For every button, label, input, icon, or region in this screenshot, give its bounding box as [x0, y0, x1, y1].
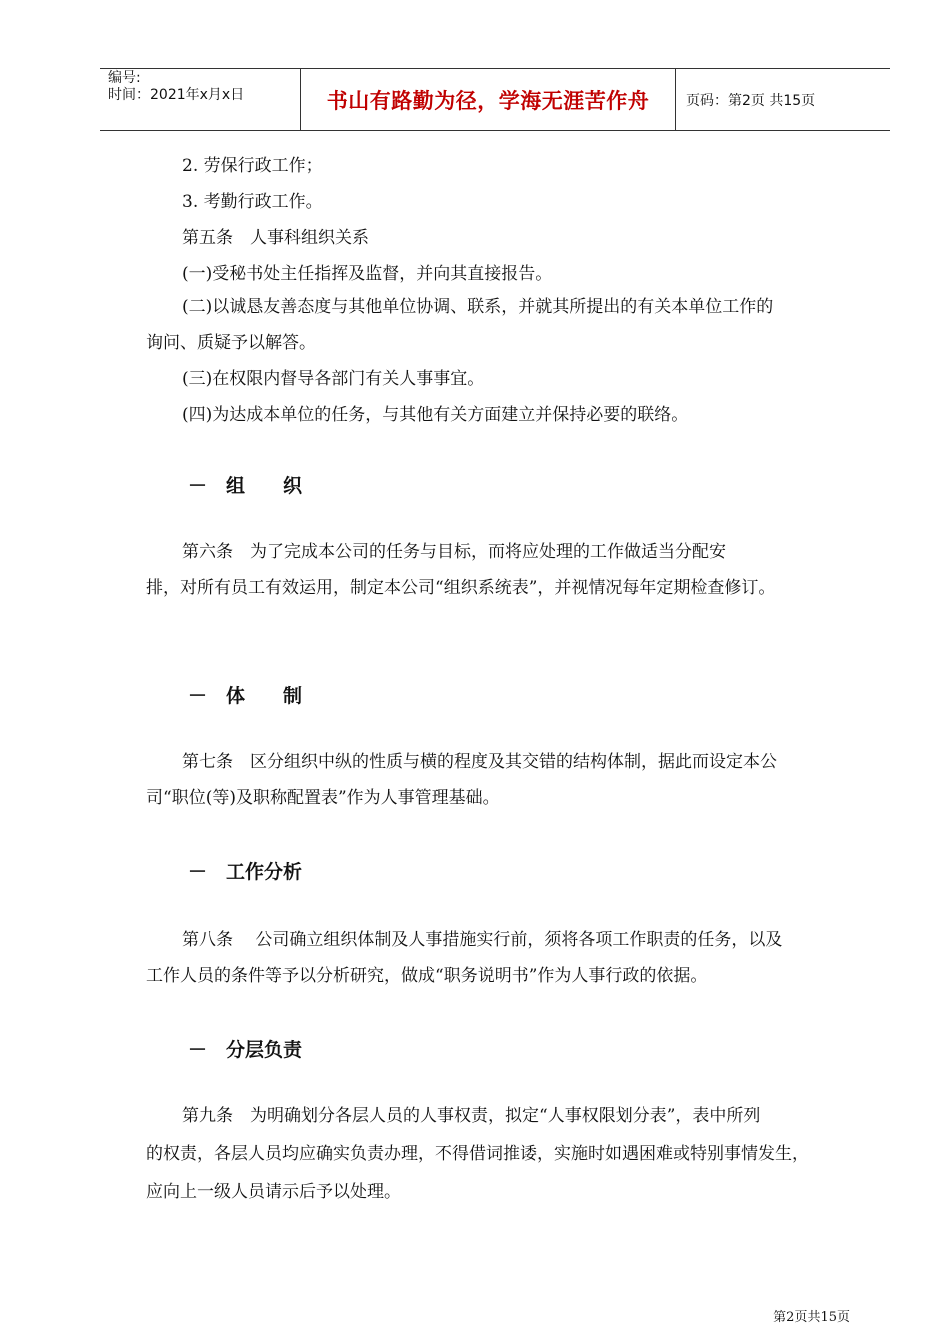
section-heading-responsibility: － 分层负责	[188, 1039, 303, 1061]
section-heading-system: － 体 制	[188, 685, 303, 707]
article-9-line: 第九条 为明确划分各层人员的人事权责，拟定“人事权限划分表”，表中所列	[182, 1106, 761, 1126]
header-page-info: 页码：第2页 共15页	[686, 92, 816, 109]
text-line: 3. 考勤行政工作。	[182, 192, 323, 212]
article-6-line: 第六条 为了完成本公司的任务与目标，而将应处理的工作做适当分配安	[182, 542, 726, 562]
article-8-line: 第八条 公司确立组织体制及人事措施实行前，须将各项工作职责的任务，以及	[182, 930, 783, 950]
article-7-line: 第七条 区分组织中纵的性质与横的程度及其交错的结构体制，据此而设定本公	[182, 752, 777, 772]
page-footer: 第2页共15页	[773, 1310, 850, 1325]
text-line: (一)受秘书处主任指挥及监督，并向其直接报告。	[182, 264, 553, 284]
text-line: (三)在权限内督导各部门有关人事事宜。	[182, 369, 485, 389]
article-5-title: 第五条 人事科组织关系	[182, 228, 369, 248]
article-6-line: 排，对所有员工有效运用，制定本公司“组织系统表”，并视情况每年定期检查修订。	[146, 578, 776, 598]
article-7-line: 司“职位(等)及职称配置表”作为人事管理基础。	[146, 788, 500, 808]
section-heading-organization: － 组 织	[188, 475, 303, 497]
time-label: 时间：2021年x月x日	[108, 87, 245, 103]
text-line: (四)为达成本单位的任务，与其他有关方面建立并保持必要的联络。	[182, 405, 689, 425]
header-meta	[100, 69, 301, 130]
header-motto: 书山有路勤为径，学海无涯苦作舟	[301, 69, 676, 130]
text-line: (二)以诚恳友善态度与其他单位协调、联系，并就其所提出的有关本单位工作的	[182, 297, 774, 317]
article-9-line: 应向上一级人员请示后予以处理。	[146, 1182, 401, 1202]
number-label: 编号:	[108, 70, 141, 86]
page-header	[100, 68, 890, 131]
article-8-line: 工作人员的条件等予以分析研究，做成“职务说明书”作为人事行政的依据。	[146, 966, 708, 986]
section-heading-job-analysis: － 工作分析	[188, 861, 303, 883]
text-line: 2. 劳保行政工作；	[182, 156, 323, 176]
text-line: 询问、质疑予以解答。	[146, 333, 316, 353]
article-9-line: 的权责，各层人员均应确实负责办理，不得借词推诿，实施时如遇困难或特别事情发生，	[146, 1144, 809, 1164]
